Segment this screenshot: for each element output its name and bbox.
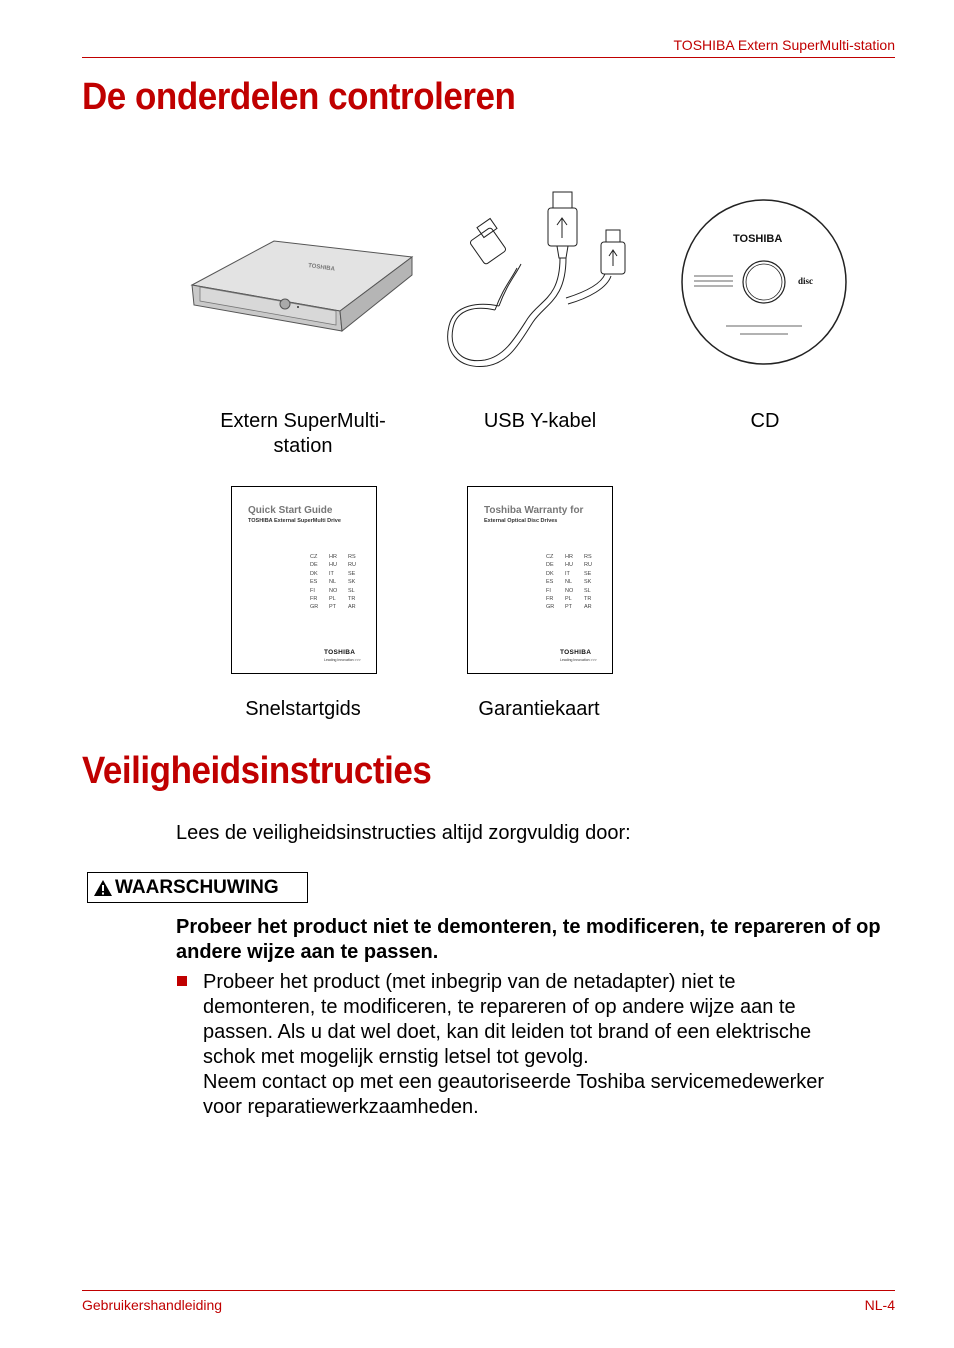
qsg-title: Quick Start Guide — [248, 505, 333, 516]
warranty-tagline: Leading Innovation >>> — [560, 658, 597, 662]
caption-quick-start: Snelstartgids — [245, 698, 361, 720]
warning-label: WAARSCHUWING — [115, 877, 279, 898]
caption-drive: Extern SuperMulti- station — [220, 410, 386, 457]
page-number: NL-4 — [864, 1297, 895, 1313]
cd-logo: TOSHIBA — [733, 233, 783, 245]
quick-start-guide-image — [231, 486, 377, 674]
warranty-language-codes: CZ HR RS DE HU RU DK IT SE ES NL SK FI NO SL FR PL TR GR PT AR — [546, 554, 592, 611]
warranty-logo: TOSHIBA — [560, 649, 592, 656]
caption-cd: CD — [750, 410, 780, 432]
footer-rule — [82, 1290, 895, 1291]
bullet-square — [177, 976, 187, 986]
warranty-title: Toshiba Warranty for — [484, 505, 584, 516]
footer-manual-name: Gebruikershandleiding — [82, 1297, 223, 1313]
cd-disc-mark: disc — [798, 276, 814, 286]
caption-warranty: Garantiekaart — [478, 698, 600, 720]
running-header: TOSHIBA Extern SuperMulti-station — [673, 37, 895, 53]
warning-triangle-icon — [93, 879, 113, 897]
usb-y-cable-image — [445, 188, 640, 378]
warning-bullet: Probeer het product (met inbegrip van de netadapter) niet te demonteren, te modificeren, te repareren of op andere wijze aan te passen. Als u dat wel doet, kan dit leiden tot brand of een elektrische schok met mogelijk ernstig letsel tot gevolg. Neem contact op met een geautoriseerde Toshiba servicemedewerker voor reparatiewerkzaamheden. — [203, 971, 825, 1118]
section-title-parts: De onderdelen controleren — [82, 76, 516, 118]
qsg-language-codes: CZ HR RS DE HU RU DK IT SE ES NL SK FI NO SL FR PL TR GR PT AR — [310, 554, 356, 611]
section-title-safety: Veiligheidsinstructies — [82, 750, 432, 792]
caption-usb-cable: USB Y-kabel — [483, 410, 597, 432]
drive-logo: TOSHIBA — [307, 263, 336, 273]
warning-box — [87, 872, 308, 903]
warning-headline: Probeer het product niet te demonteren, te modificeren, te repareren of op andere wijze aan te passen. — [176, 916, 881, 963]
cd-image — [678, 198, 850, 368]
warranty-subtitle: External Optical Disc Drives — [484, 518, 558, 524]
qsg-subtitle: TOSHIBA External SuperMulti Drive — [248, 518, 341, 524]
header-rule — [82, 57, 895, 58]
warranty-card-image — [467, 486, 613, 674]
qsg-logo: TOSHIBA — [324, 649, 356, 656]
qsg-tagline: Leading Innovation >>> — [324, 658, 361, 662]
external-drive-image — [190, 235, 415, 335]
intro-text: Lees de veiligheidsinstructies altijd zorgvuldig door: — [176, 822, 631, 844]
